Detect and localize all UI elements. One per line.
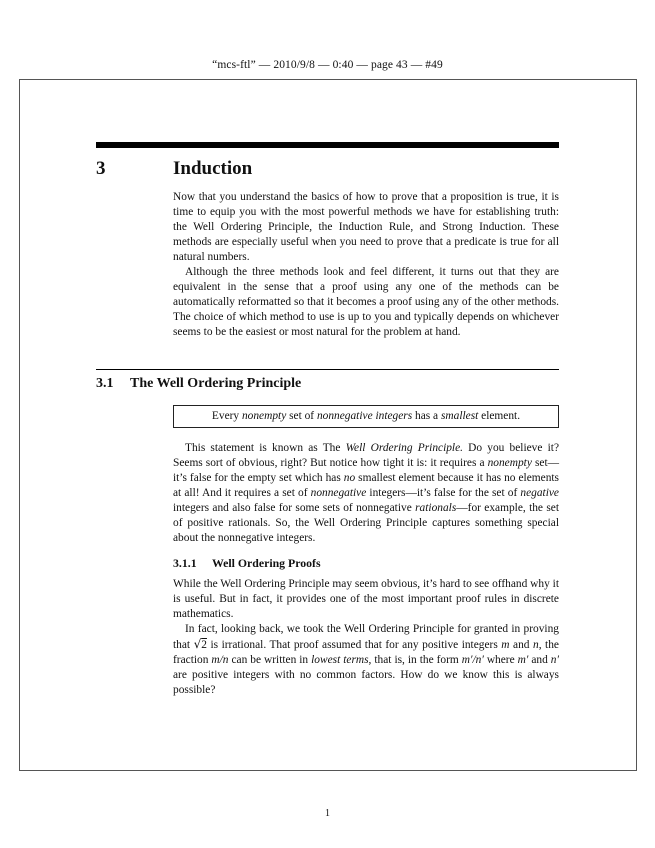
math-var: n′ [550,654,559,666]
text-run: are positive integers with no common factors. How do we know this is always possible? [173,669,559,696]
text-run: , that is, in the form [368,654,462,666]
emphasis: nonempty [487,457,532,469]
body-paragraph [173,441,559,546]
section-heading [96,376,301,392]
chapter-number: 3 [96,158,106,179]
text-run: integers and also false for some sets of nonnegative [173,502,416,514]
text-run: has a [412,410,441,422]
text-run: In fact, looking back, we took the Well Ordering Principle for granted in proving that [173,623,559,651]
math-expression: m′/n′ [461,654,484,666]
boxed-principle [173,405,559,428]
emphasis: no [343,472,356,484]
text-run: set—it’s false for the empty set which has [173,457,559,484]
text-run: and [528,654,551,666]
emphasis: smallest [440,410,479,422]
emphasis: negative [520,487,559,499]
math-var: n [532,639,539,651]
emphasis: nonnegative integers [316,410,413,422]
body-paragraph [173,622,559,698]
text-run: can be written in [228,654,312,666]
body-paragraph: While the Well Ordering Principle may seem obvious, it’s hard to see offhand why it is useful. But in fact, it provides one of the most important proof rules in discrete mathematics. [173,578,559,620]
subsection-number: 3.1.1 [173,556,197,570]
subsection-heading [173,556,321,571]
intro-paragraph: Now that you understand the basics of how to prove that a proposition is true, it is time to equip you with the most powerful methods we have for establishing truth: the Well Ordering Principle, the Induction Rule, and Strong Induction. These methods are especially useful when you need to prove that a predicate is true for all natural numbers. [173,191,559,263]
page-number: 1 [325,808,330,819]
text-run: —for example, the set of positive rationals. So, the Well Ordering Principle captures something special about the nonnegative integers. [173,502,559,544]
sqrt-argument: 2 [201,639,207,651]
sqrt-symbol: √ [193,637,202,651]
math-var: m [501,639,510,651]
text-run: and [509,639,533,651]
text-run: where [483,654,518,666]
subsection-body [173,577,559,698]
text-run: Every [211,410,242,422]
running-head: “mcs-ftl” — 2010/9/8 — 0:40 — page 43 — #49 [212,59,443,71]
math-expression: m/n [211,654,229,666]
emphasis: nonnegative [310,487,367,499]
chapter-title: Induction [173,158,253,179]
math-var: m′ [517,654,529,666]
text-run: element. [478,410,521,422]
text-run: smallest element because it has no elements at all! And it requires a set of [173,472,559,499]
text-run: This statement is known as The [185,442,346,454]
chapter-intro [173,190,559,340]
text-run: set of [286,410,317,422]
chapter-rule [96,142,559,148]
intro-paragraph: Although the three methods look and feel different, it turns out that they are equivalent in the sense that a proof using any one of the methods can be automatically reformatted so that it becomes a proof using any of the other methods. The choice of which method to use is up to you and typically depends on whichever seems to be the easiest or most natural for the problem at hand. [173,266,559,338]
section-body [173,441,559,546]
text-run: is irrational. That proof assumed that for any positive integers [206,639,502,651]
section-title: The Well Ordering Principle [130,376,302,391]
text-run: integers—it’s false for the set of [366,487,521,499]
emphasis: nonempty [241,410,287,422]
section-number: 3.1 [96,376,114,391]
section-rule [96,369,559,370]
text-run: Do you believe it? Seems sort of obvious, right? But notice how tight it is: it requires a [173,442,560,469]
text-run: , the fraction [173,639,559,666]
subsection-title: Well Ordering Proofs [212,556,321,570]
emphasis: lowest terms [311,654,369,666]
emphasis: Well Ordering Principle. [345,442,463,454]
emphasis: rationals [415,502,457,514]
